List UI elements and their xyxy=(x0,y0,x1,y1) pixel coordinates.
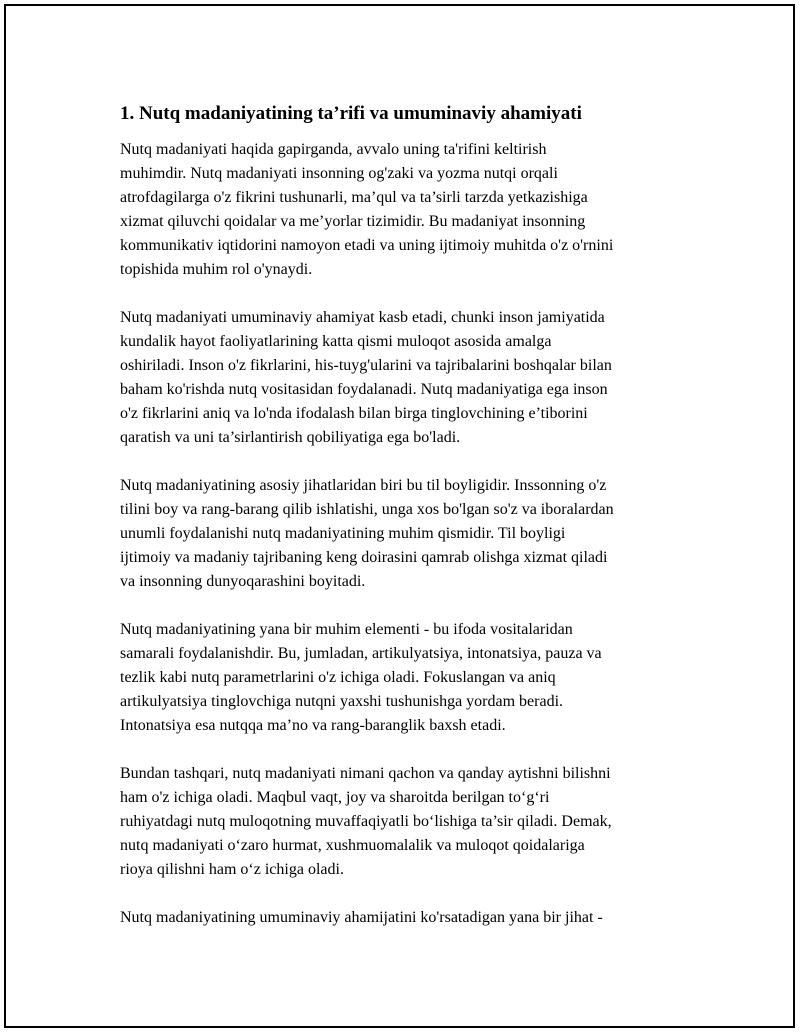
paragraph-5 xyxy=(120,762,700,882)
text-line: rioya qilishni ham o‘z ichiga oladi. xyxy=(120,861,344,878)
text-line: artikulyatsiya tinglovchiga nutqni yaxshi tushunishga yordam beradi. xyxy=(120,693,564,710)
text-line: ijtimoiy va madaniy tajribaning keng doirasini qamrab olishga xizmat qiladi xyxy=(120,549,608,566)
paragraph-2 xyxy=(120,306,700,450)
text-line: kommunikativ iqtidorini namoyon etadi va uning ijtimoiy muhitda o'z o'rnini xyxy=(120,237,614,254)
text-line: ham o'z ichiga oladi. Maqbul vaqt, joy va sharoitda berilgan to‘g‘ri xyxy=(120,789,550,806)
text-line: samarali foydalanishdir. Bu, jumladan, artikulyatsiya, intonatsiya, pauza va xyxy=(120,645,602,662)
text-line: xizmat qiluvchi qoidalar va me’yorlar tizimidir. Bu madaniyat insonning xyxy=(120,213,586,230)
text-line: unumli foydalanishi nutq madaniyatining muhim qismidir. Til boyligi xyxy=(120,525,566,542)
text-line: nutq madaniyati o‘zaro hurmat, xushmuomalalik va muloqot qoidalariga xyxy=(120,837,585,854)
text-line: Nutq madaniyatining asosiy jihatlaridan biri bu til boyligidir. Inssonning o'z xyxy=(120,477,607,494)
text-line: Nutq madaniyati umuminaviy ahamiyat kasb etadi, chunki inson jamiyatida xyxy=(120,309,605,326)
text-line: Nutq madaniyatining yana bir muhim elementi - bu ifoda vositalaridan xyxy=(120,621,573,638)
text-line: o'z fikrlarini aniq va lo'nda ifodalash bilan birga tinglovchining e’tiborini xyxy=(120,405,588,422)
text-line: oshiriladi. Inson o'z fikrlarini, his-tuyg'ularini va tajribalarini boshqalar bilan xyxy=(120,357,612,374)
text-line: muhimdir. Nutq madaniyati insonning og'zaki va yozma nutqi orqali xyxy=(120,165,558,182)
text-line: Nutq madaniyati haqida gapirganda, avvalo uning ta'rifini keltirish xyxy=(120,141,547,158)
text-line: va insonning dunyoqarashini boyitadi. xyxy=(120,573,366,590)
text-line: kundalik hayot faoliyatlarining katta qismi muloqot asosida amalga xyxy=(120,333,552,350)
text-line: Bundan tashqari, nutq madaniyati nimani qachon va qanday aytishni bilishni xyxy=(120,765,611,782)
paragraph-4 xyxy=(120,618,700,738)
text-line: Intonatsiya esa nutqqa ma’no va rang-baranglik baxsh etadi. xyxy=(120,717,506,734)
paragraph-1 xyxy=(120,138,700,282)
text-line: tilini boy va rang-barang qilib ishlatishi, unga xos bo'lgan so'z va iboralardan xyxy=(120,501,614,518)
text-line: baham ko'rishda nutq vositasidan foydalanadi. Nutq madaniyatiga ega inson xyxy=(120,381,608,398)
text-line: qaratish va uni ta’sirlantirish qobiliyatiga ega bo'ladi. xyxy=(120,429,461,446)
text-line: Nutq madaniyatining umuminaviy ahamijatini ko'rsatadigan yana bir jihat - xyxy=(120,909,603,926)
paragraph-6 xyxy=(120,906,700,930)
document-body xyxy=(120,100,700,954)
text-line: tezlik kabi nutq parametrlarini o'z ichiga oladi. Fokuslangan va aniq xyxy=(120,669,556,686)
page-frame xyxy=(4,4,795,1028)
paragraph-3 xyxy=(120,474,700,594)
text-line: topishida muhim rol o'ynaydi. xyxy=(120,261,313,278)
section-heading: 1. Nutq madaniyatining ta’rifi va umuminaviy ahamiyati xyxy=(120,103,582,124)
text-line: atrofdagilarga o'z fikrini tushunarli, ma’qul va ta’sirli tarzda yetkazishiga xyxy=(120,189,588,206)
text-line: ruhiyatdagi nutq muloqotning muvaffaqiyatli bo‘lishiga ta’sir qiladi. Demak, xyxy=(120,813,612,830)
